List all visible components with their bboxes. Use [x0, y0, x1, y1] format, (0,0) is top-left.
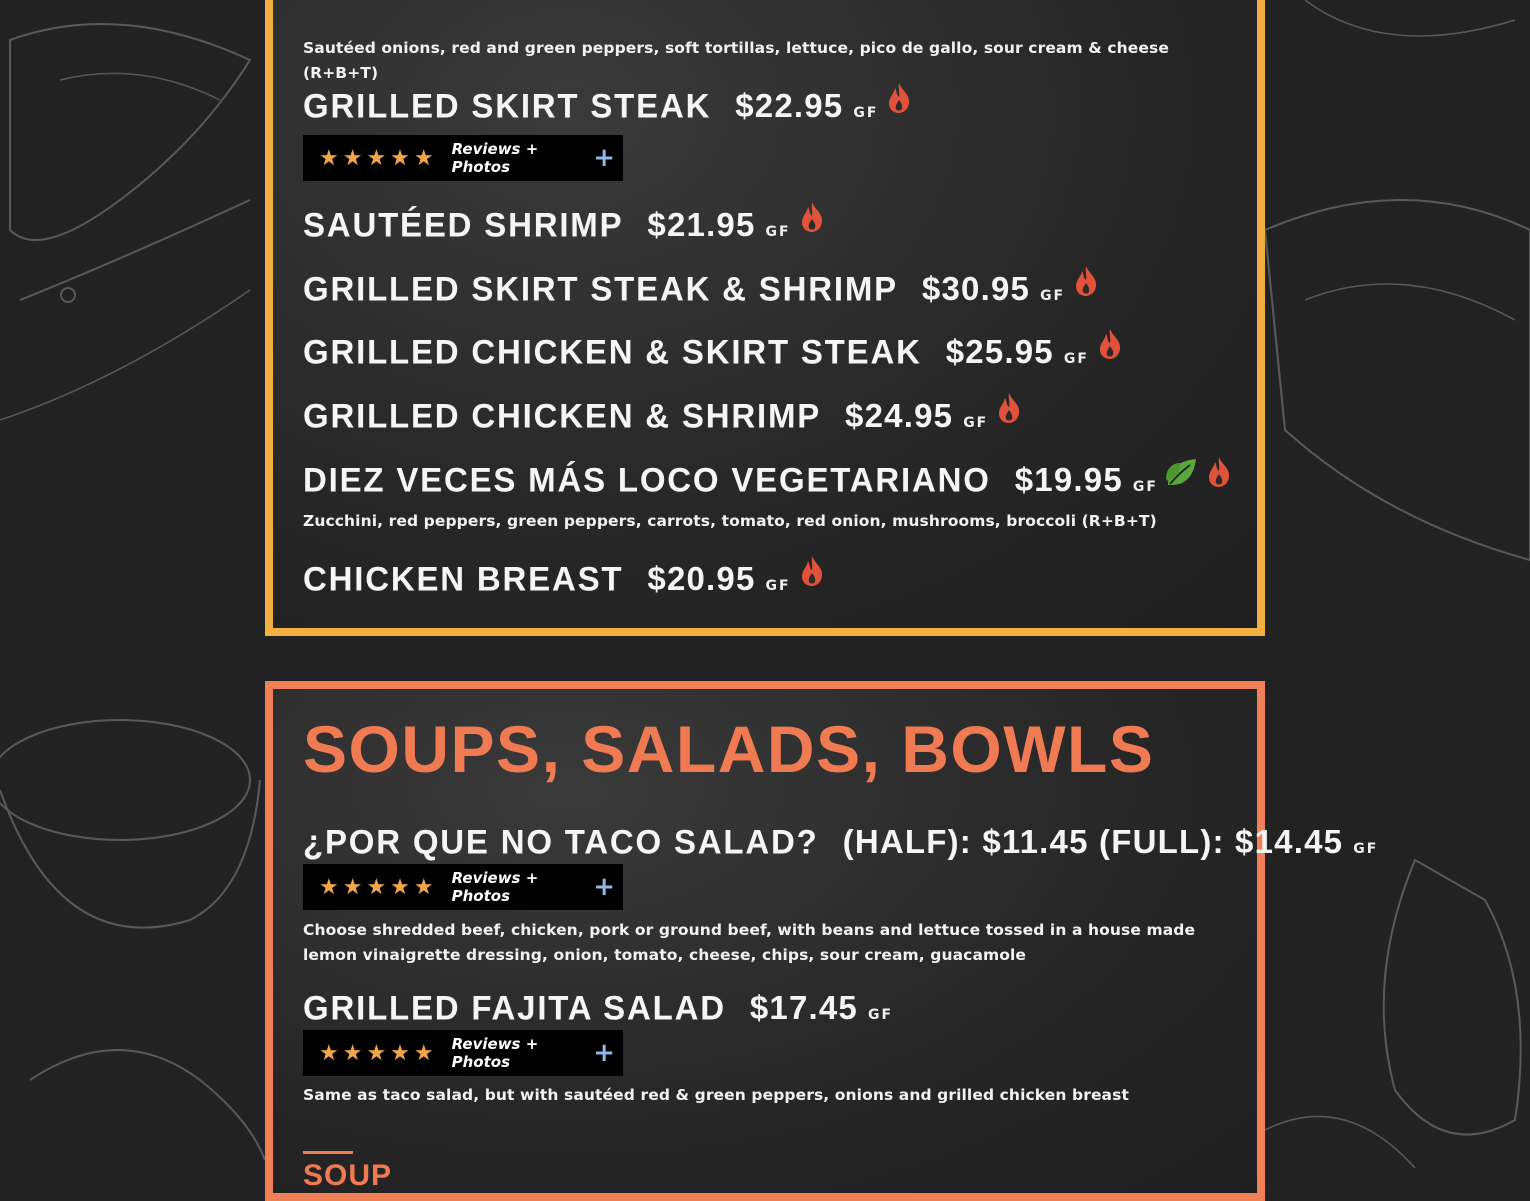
- item-name: GRILLED SKIRT STEAK: [303, 86, 712, 125]
- chalk-sketch-right-top: [1265, 0, 1530, 600]
- item-name: GRILLED CHICKEN & SKIRT STEAK: [303, 332, 922, 371]
- reviews-photos-button[interactable]: [303, 864, 623, 910]
- star-rating: ★★★★★: [319, 874, 438, 900]
- item-description: Choose shredded beef, chicken, pork or ground beef, with beans and lettuce tossed in a house made lemon vinaigrette dressing, onion, tomato, cheese, chips, sour cream, guacamole: [303, 921, 1196, 964]
- plus-icon: +: [593, 872, 615, 902]
- item-description: Same as taco salad, but with sautéed red & green peppers, onions and grilled chicken breast: [303, 1086, 1129, 1104]
- gluten-free-tag: GF: [963, 415, 989, 431]
- menu-item: [303, 989, 893, 1027]
- star-rating: ★★★★★: [319, 1040, 438, 1066]
- reviews-photos-label: Reviews + Photos: [451, 1035, 539, 1071]
- item-name: CHICKEN BREAST: [303, 559, 624, 598]
- menu-item: [303, 270, 1099, 308]
- menu-item: [303, 206, 825, 244]
- menu-item: [303, 461, 1232, 499]
- gluten-free-tag: GF: [1132, 479, 1158, 495]
- item-name: ¿POR QUE NO TACO SALAD?: [303, 822, 819, 861]
- reviews-photos-label: Reviews + Photos: [451, 140, 539, 176]
- item-name: GRILLED CHICKEN & SHRIMP: [303, 396, 822, 435]
- plus-icon: +: [593, 1038, 615, 1068]
- gluten-free-tag: GF: [853, 105, 879, 121]
- soups-salads-bowls-section: [265, 681, 1379, 1201]
- menu-item: [303, 397, 1022, 435]
- fajitas-section: [265, 0, 1265, 636]
- gluten-free-tag: GF: [867, 1007, 894, 1023]
- subheading-divider: [303, 1151, 353, 1154]
- flame-icon: [1073, 265, 1099, 301]
- item-price: (HALF): $11.45 (FULL): $14.45: [842, 823, 1344, 860]
- reviews-photos-button[interactable]: [303, 135, 623, 181]
- flame-icon: [1097, 328, 1123, 364]
- flame-icon: [799, 555, 825, 591]
- chalk-sketch-right-bottom: [1265, 840, 1530, 1168]
- item-price: $19.95: [1014, 461, 1123, 498]
- item-name: SAUTÉED SHRIMP: [303, 205, 624, 244]
- flame-icon: [996, 392, 1022, 428]
- gluten-free-tag: GF: [1353, 841, 1379, 857]
- item-price: $21.95: [647, 206, 756, 243]
- item-name: GRILLED SKIRT STEAK & SHRIMP: [303, 269, 898, 308]
- star-rating: ★★★★★: [319, 145, 438, 171]
- item-price: $30.95: [921, 270, 1031, 307]
- menu-item: [303, 560, 825, 598]
- item-name: DIEZ VECES MÁS LOCO VEGETARIANO: [303, 460, 991, 499]
- fajitas-description: Sautéed onions, red and green peppers, soft tortillas, lettuce, pico de gallo, sour cream & cheese (R+B+T): [303, 39, 1169, 82]
- section-title: SOUPS, SALADS, BOWLS: [303, 712, 1155, 786]
- item-price: $25.95: [945, 333, 1054, 370]
- menu-item: [303, 333, 1123, 371]
- item-description: Zucchini, red peppers, green peppers, carrots, tomato, red onion, mushrooms, broccoli (R+B+T): [303, 512, 1157, 530]
- item-price: $22.95: [735, 87, 844, 124]
- gluten-free-tag: GF: [1063, 351, 1089, 367]
- gluten-free-tag: GF: [1040, 288, 1066, 304]
- item-price: $20.95: [647, 560, 756, 597]
- reviews-photos-label: Reviews + Photos: [451, 869, 539, 905]
- flame-icon: [1206, 456, 1232, 492]
- chalk-sketch-left-top: [0, 0, 265, 460]
- item-price: $17.45: [749, 989, 858, 1026]
- gluten-free-tag: GF: [765, 578, 791, 594]
- menu-item: [303, 87, 912, 125]
- plus-icon: +: [593, 143, 615, 173]
- item-name: GRILLED FAJITA SALAD: [303, 988, 726, 1027]
- subheading-soup: SOUP: [303, 1159, 393, 1192]
- item-price: $24.95: [845, 397, 954, 434]
- flame-icon: [886, 82, 912, 118]
- chalk-sketch-left-bottom: [0, 700, 265, 1168]
- reviews-photos-button[interactable]: [303, 1030, 623, 1076]
- leaf-icon: [1166, 457, 1198, 491]
- flame-icon: [799, 201, 825, 237]
- menu-item: [303, 823, 1378, 861]
- gluten-free-tag: GF: [765, 224, 791, 240]
